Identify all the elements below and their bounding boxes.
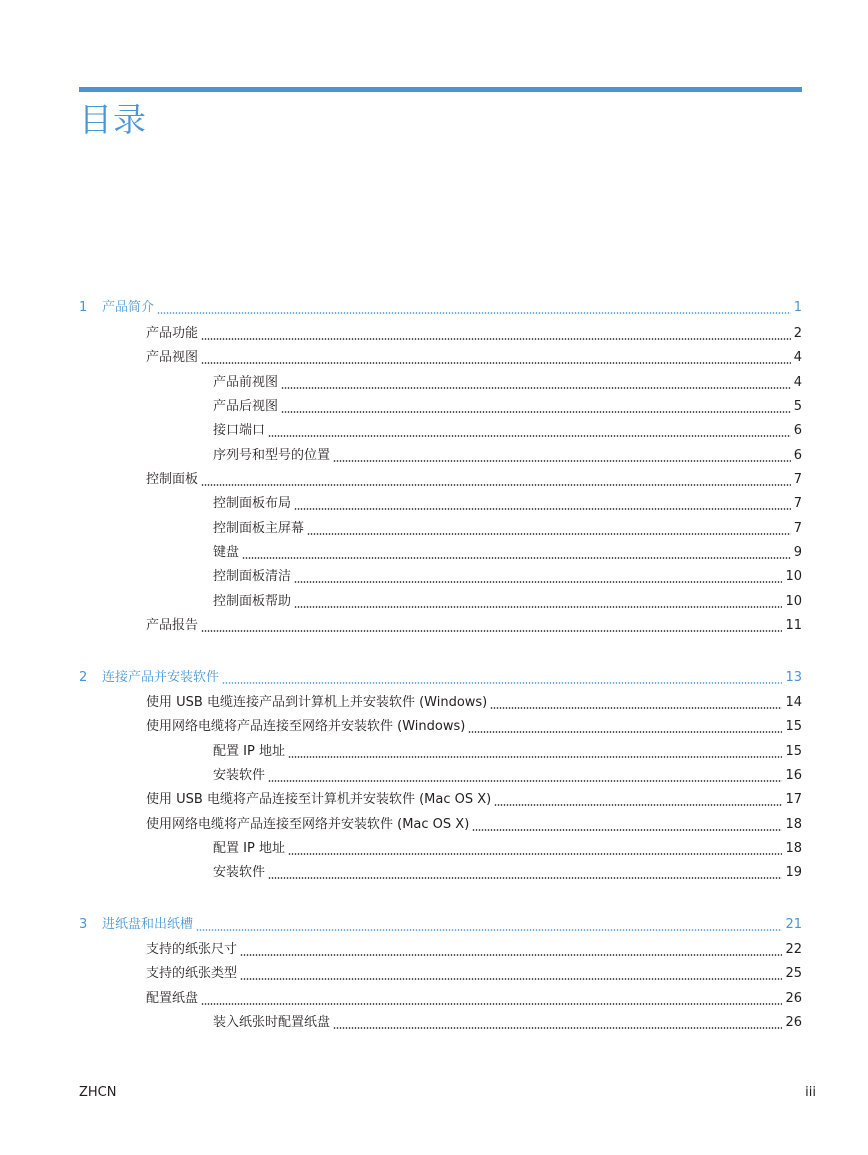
toc-page-number: 16	[785, 768, 802, 783]
chapter-number: 3	[79, 917, 88, 932]
dot-leader	[294, 497, 791, 510]
toc-subentry[interactable]	[213, 1014, 802, 1032]
dot-leader	[490, 696, 782, 709]
toc-entry[interactable]	[146, 694, 802, 712]
toc-label: 安装软件	[213, 865, 266, 880]
toc-entry[interactable]	[146, 349, 802, 367]
toc-entry[interactable]	[146, 325, 802, 343]
toc-label: 接口端口	[213, 423, 266, 438]
toc-page-number: 2	[793, 326, 802, 341]
toc-page-number: 10	[785, 569, 802, 584]
title-rule	[79, 87, 802, 92]
toc-label: 控制面板清洁	[213, 569, 292, 584]
toc-page-number: 14	[785, 695, 802, 710]
dot-leader	[201, 473, 791, 486]
toc-page-number: 22	[785, 942, 802, 957]
toc-page-number: 4	[793, 375, 802, 390]
toc-subentry[interactable]	[213, 743, 802, 761]
toc-chapter-2[interactable]	[79, 669, 802, 687]
dot-leader	[157, 301, 791, 314]
toc-entry[interactable]	[146, 941, 802, 959]
toc-entry[interactable]	[146, 965, 802, 983]
toc-page-number: 25	[785, 966, 802, 981]
toc-subentry[interactable]	[213, 447, 802, 465]
toc-subentry[interactable]	[213, 568, 802, 586]
toc-subentry[interactable]	[213, 398, 802, 416]
toc-page-number: 6	[793, 423, 802, 438]
toc-label: 使用网络电缆将产品连接至网络并安装软件 (Windows)	[146, 719, 466, 734]
toc-label: 进纸盘和出纸槽	[102, 917, 194, 932]
toc-entry[interactable]	[146, 718, 802, 736]
toc-page-number: 15	[785, 719, 802, 734]
toc-page-number: 11	[785, 618, 802, 633]
toc-subentry[interactable]	[213, 767, 802, 785]
toc-page-number: 1	[793, 300, 802, 315]
dot-leader	[307, 522, 791, 535]
toc-subentry[interactable]	[213, 422, 802, 440]
toc-label: 安装软件	[213, 768, 266, 783]
toc-label: 支持的纸张尺寸	[146, 942, 238, 957]
toc-page-number: 5	[793, 399, 802, 414]
toc-label: 控制面板	[146, 472, 199, 487]
toc-label: 使用 USB 电缆将产品连接至计算机并安装软件 (Mac OS X)	[146, 792, 492, 807]
toc-subentry[interactable]	[213, 593, 802, 611]
toc-label: 产品报告	[146, 618, 199, 633]
toc-page-number: 6	[793, 448, 802, 463]
dot-leader	[201, 327, 791, 340]
toc-label: 控制面板主屏幕	[213, 521, 305, 536]
dot-leader	[281, 400, 791, 413]
toc-label: 使用网络电缆将产品连接至网络并安装软件 (Mac OS X)	[146, 817, 470, 832]
toc-label: 产品功能	[146, 326, 199, 341]
dot-leader	[240, 967, 782, 980]
chapter-number: 2	[79, 670, 88, 685]
dot-leader	[294, 595, 782, 608]
toc-entry[interactable]	[146, 471, 802, 489]
toc-label: 使用 USB 电缆连接产品到计算机上并安装软件 (Windows)	[146, 695, 488, 710]
dot-leader	[268, 424, 791, 437]
toc-page-number: 21	[785, 917, 802, 932]
dot-leader	[242, 546, 791, 559]
footer-page-number: iii	[805, 1085, 816, 1100]
footer-locale: ZHCN	[79, 1085, 117, 1100]
toc-page-number: 17	[785, 792, 802, 807]
toc-label: 控制面板布局	[213, 496, 292, 511]
toc-subentry[interactable]	[213, 864, 802, 882]
toc-page-number: 26	[785, 991, 802, 1006]
dot-leader	[240, 943, 782, 956]
toc-subentry[interactable]	[213, 544, 802, 562]
dot-leader	[494, 793, 782, 806]
toc-label: 键盘	[213, 545, 240, 560]
dot-leader	[201, 619, 782, 632]
toc-entry[interactable]	[146, 617, 802, 635]
toc-subentry[interactable]	[213, 374, 802, 392]
chapter-number: 1	[79, 300, 88, 315]
toc-page-number: 15	[785, 744, 802, 759]
toc-page-number: 19	[785, 865, 802, 880]
toc-chapter-1[interactable]	[79, 299, 802, 317]
toc-label: 产品后视图	[213, 399, 279, 414]
dot-leader	[201, 351, 791, 364]
toc-entry[interactable]	[146, 791, 802, 809]
toc-page-number: 7	[793, 521, 802, 536]
dot-leader	[268, 769, 782, 782]
toc-label: 支持的纸张类型	[146, 966, 238, 981]
toc-page-number: 18	[785, 817, 802, 832]
toc-entry[interactable]	[146, 990, 802, 1008]
toc-label: 产品视图	[146, 350, 199, 365]
page-title: 目录	[79, 100, 147, 139]
dot-leader	[288, 842, 783, 855]
toc-subentry[interactable]	[213, 520, 802, 538]
toc-label: 装入纸张时配置纸盘	[213, 1015, 331, 1030]
toc-label: 产品简介	[102, 300, 155, 315]
dot-leader	[468, 720, 782, 733]
toc-label: 连接产品并安装软件	[102, 670, 220, 685]
toc-label: 控制面板帮助	[213, 594, 292, 609]
toc-page-number: 9	[793, 545, 802, 560]
toc-page-number: 26	[785, 1015, 802, 1030]
toc-label: 序列号和型号的位置	[213, 448, 331, 463]
toc-subentry[interactable]	[213, 840, 802, 858]
dot-leader	[472, 818, 782, 831]
toc-entry[interactable]	[146, 816, 802, 834]
toc-page-number: 18	[785, 841, 802, 856]
toc-page-number: 13	[785, 670, 802, 685]
dot-leader	[333, 449, 791, 462]
toc-page-number: 7	[793, 472, 802, 487]
toc-label: 产品前视图	[213, 375, 279, 390]
toc-page-number: 4	[793, 350, 802, 365]
toc-page-number: 7	[793, 496, 802, 511]
dot-leader	[288, 745, 783, 758]
dot-leader	[281, 376, 791, 389]
toc-label: 配置 IP 地址	[213, 841, 285, 856]
dot-leader	[222, 671, 782, 684]
dot-leader	[294, 570, 782, 583]
toc-label: 配置纸盘	[146, 991, 199, 1006]
toc-chapter-3[interactable]	[79, 916, 802, 934]
toc-label: 配置 IP 地址	[213, 744, 285, 759]
toc-subentry[interactable]	[213, 495, 802, 513]
dot-leader	[196, 918, 782, 931]
toc-page-number: 10	[785, 594, 802, 609]
dot-leader	[201, 992, 782, 1005]
dot-leader	[268, 866, 782, 879]
dot-leader	[333, 1016, 782, 1029]
